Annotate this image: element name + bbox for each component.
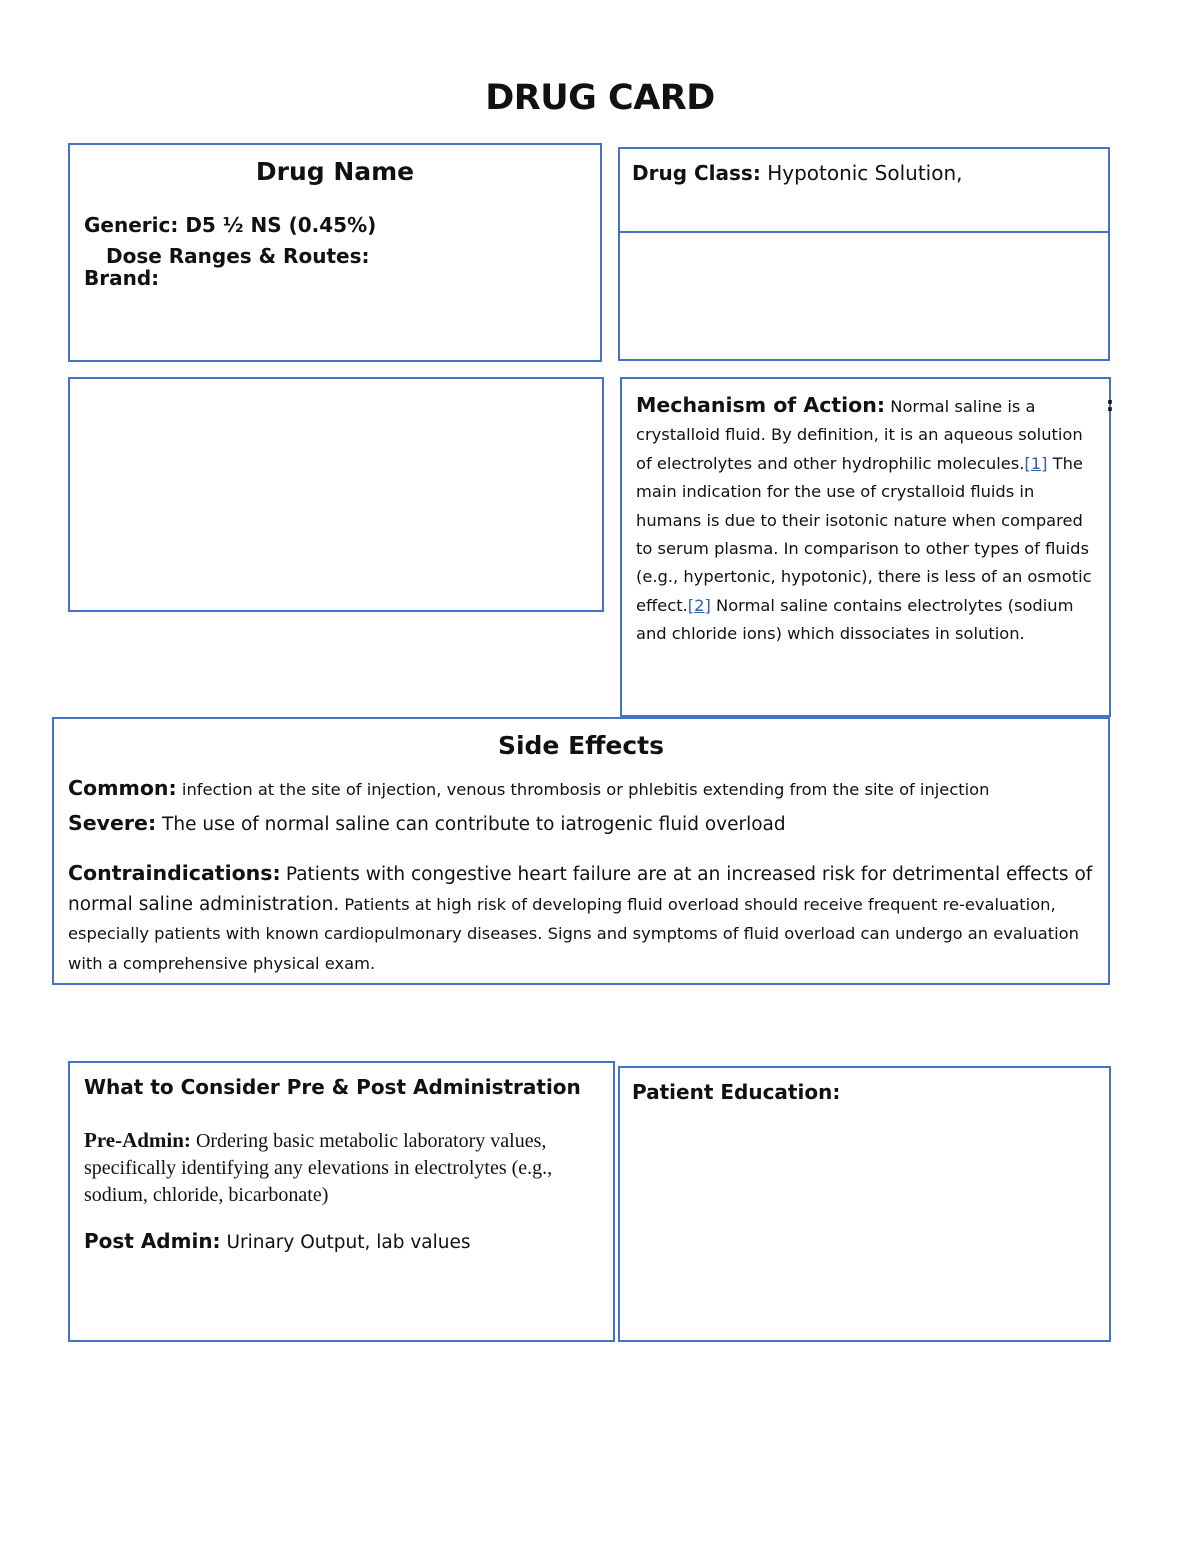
generic-value: D5 ½ NS (0.45%) xyxy=(185,213,377,237)
drug-class-label: Drug Class: xyxy=(632,161,761,185)
drug-class-box xyxy=(618,147,1110,233)
generic-line xyxy=(84,213,376,237)
contraindications-paragraph xyxy=(68,859,1096,978)
severe-text: The use of normal saline can contribute to iatrogenic fluid overload xyxy=(162,814,786,835)
drug-name-heading: Drug Name xyxy=(255,157,415,186)
post-admin-line xyxy=(84,1229,471,1253)
patient-education-heading: Patient Education: xyxy=(632,1080,841,1104)
mechanism-label: Mechanism of Action: xyxy=(636,393,886,417)
side-effects-box xyxy=(52,717,1110,985)
brand-label: Brand: xyxy=(84,266,160,290)
reference-link-2[interactable]: [2] xyxy=(687,595,711,615)
pre-admin-text: Ordering basic metabolic laboratory values, specifically identifying any elevations in electrolytes (e.g., sodium, chloride, bicarbonate) xyxy=(84,1130,553,1206)
empty-box-left xyxy=(68,377,604,612)
mechanism-text-3: Normal saline contains electrolytes (sodium and chloride ions) which dissociates in solution. xyxy=(636,595,1074,644)
drug-class-value: Hypotonic Solution, xyxy=(767,161,963,185)
contraindications-text-1: Patients with congestive heart failure are at an increased risk for detrimental effects of normal saline administration. xyxy=(68,864,1093,915)
common-label: Common: xyxy=(68,776,177,800)
mechanism-paragraph xyxy=(636,391,1096,649)
administration-box xyxy=(68,1061,615,1342)
drug-name-box xyxy=(68,143,602,362)
patient-education-box xyxy=(618,1066,1111,1342)
post-admin-text: Urinary Output, lab values xyxy=(226,1232,471,1253)
side-effects-heading: Side Effects xyxy=(497,731,665,760)
pre-admin-paragraph xyxy=(84,1127,594,1209)
administration-heading: What to Consider Pre & Post Administration xyxy=(84,1075,581,1099)
mechanism-text-2: The main indication for the use of crystalloid fluids in humans is due to their isotonic nature when compared to serum plasma. In comparison to other types of fluids (e.g., hypertonic, hypotonic), there is less of an osmotic effect. xyxy=(636,453,1092,615)
mechanism-text-1: Normal saline is a crystalloid fluid. By definition, it is an aqueous solution of electrolytes and other hydrophilic molecules. xyxy=(636,397,1083,473)
post-admin-label: Post Admin: xyxy=(84,1229,221,1253)
generic-label: Generic: xyxy=(84,213,179,237)
common-effects-line xyxy=(68,776,989,800)
stray-colon: : xyxy=(1106,392,1114,416)
dose-ranges-label: Dose Ranges & Routes: xyxy=(106,244,370,268)
empty-box-right xyxy=(618,231,1110,361)
reference-link-1[interactable]: [1] xyxy=(1024,453,1048,473)
pre-admin-label: Pre-Admin: xyxy=(84,1128,191,1152)
contraindications-text-2: Patients at high risk of developing fluid overload should receive frequent re-evaluation, especially patients with known cardiopulmonary diseases. Signs and symptoms of fluid overload can undergo an evaluation with a comprehensive physical exam. xyxy=(68,894,1079,973)
common-text: infection at the site of injection, venous thrombosis or phlebitis extending from the site of injection xyxy=(181,780,990,799)
severe-label: Severe: xyxy=(68,811,157,835)
mechanism-box xyxy=(620,377,1111,717)
page-title: DRUG CARD xyxy=(485,78,715,118)
drug-class-line xyxy=(632,161,963,185)
severe-effects-line xyxy=(68,811,786,835)
contraindications-label: Contraindications: xyxy=(68,861,281,885)
